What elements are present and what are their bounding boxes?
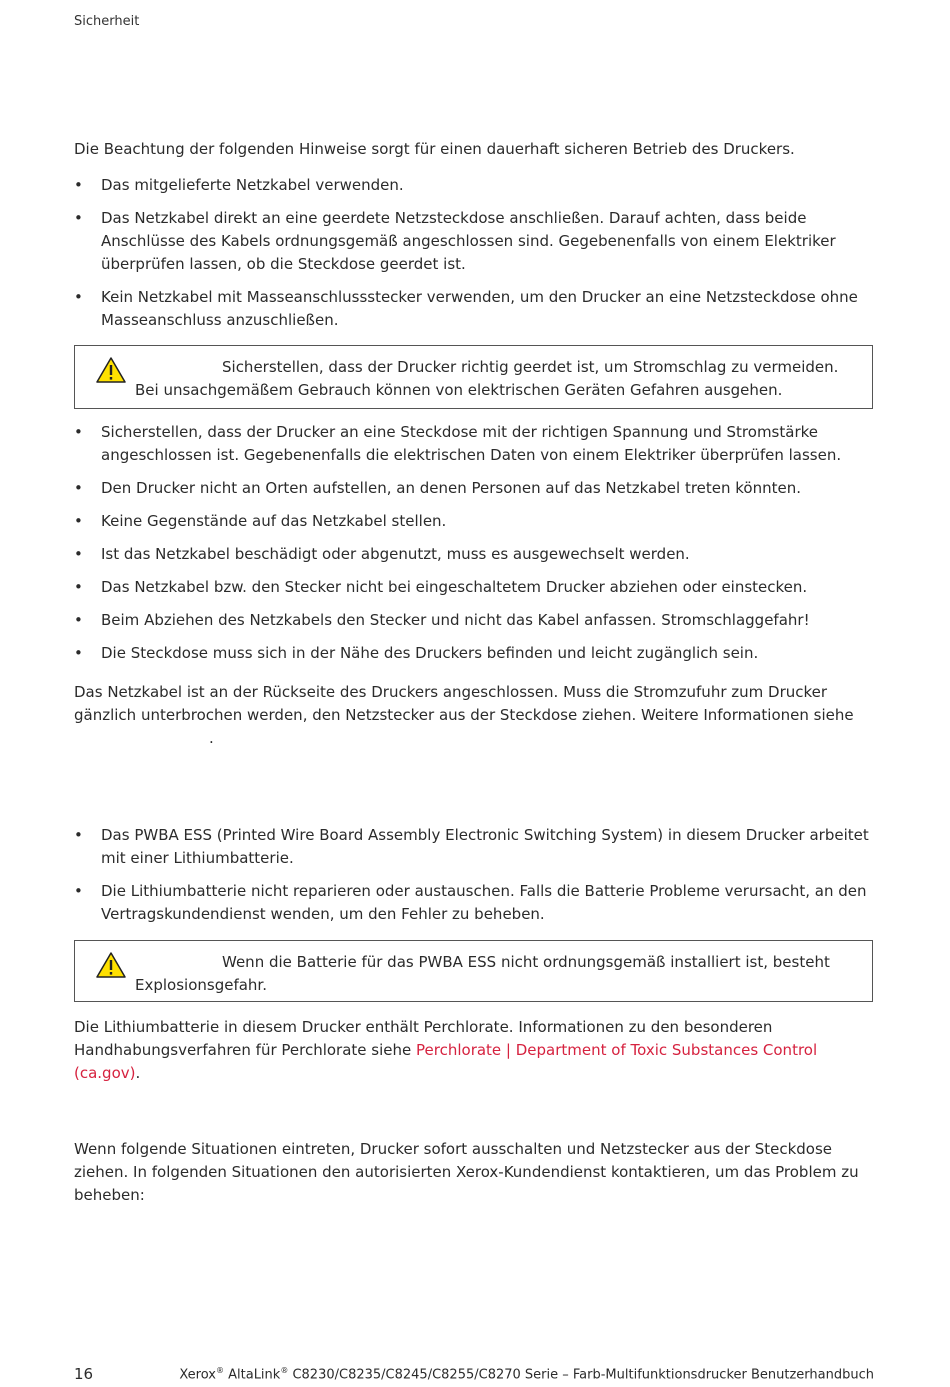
paragraph-end: . [135,1064,141,1082]
warning-triangle-icon [95,951,127,979]
emergency-paragraph: Wenn folgende Situationen eintreten, Drucker sofort ausschalten und Netzstecker aus der Steckdose ziehen. In folgenden Situationen den autorisierten Xerox-Kundendienst kontaktieren, um das Problem zu beheben: [74,1140,859,1204]
warning-triangle-icon [95,356,127,384]
power-cord-paragraph [74,681,884,750]
warning-box-grounding [74,345,873,409]
list-item: • Sicherstellen, dass der Drucker an eine Steckdose mit der richtigen Spannung und Stromstärke angeschlossen ist. Gegebenenfalls die elektrischen Daten von einem Elektriker überprüfen lassen. [74,421,884,467]
paragraph-end: . [209,729,214,747]
list-item: • Kein Netzkabel mit Masseanschlussstecker verwenden, um den Drucker an eine Netzsteckdose ohne Masseanschluss anzuschließen. [74,286,884,332]
warning-box-battery [74,940,873,1002]
perchlorate-paragraph [74,1016,884,1085]
paragraph-text: Das Netzkabel ist an der Rückseite des Druckers angeschlossen. Muss die Stromzufuhr zum Drucker gänzlich unterbrochen werden, den Netzstecker aus der Steckdose ziehen. Weitere Informationen siehe [74,683,854,724]
list-item: • Keine Gegenstände auf das Netzkabel stellen. [74,510,884,533]
list-item: • Ist das Netzkabel beschädigt oder abgenutzt, muss es ausgewechselt werden. [74,543,884,566]
footer-brand: Xerox [179,1367,216,1383]
battery-list [74,824,884,936]
perchlorate-link[interactable]: Perchlorate | Department of Toxic Substances Control (ca.gov) [74,1041,818,1082]
list-item: • Das PWBA ESS (Printed Wire Board Assembly Electronic Switching System) in diesem Drucker arbeitet mit einer Lithiumbatterie. [74,824,884,870]
list-item: • Beim Abziehen des Netzkabels den Stecker und nicht das Kabel anfassen. Stromschlaggefahr! [74,609,884,632]
power-cord-list [74,174,884,342]
footer-title [179,1366,874,1382]
list-item: • Das mitgelieferte Netzkabel verwenden. [74,174,884,197]
warning-text: Sicherstellen, dass der Drucker richtig geerdet ist, um Stromschlag zu vermeiden. Bei unsachgemäßem Gebrauch können von elektrischen Geräten Gefahren ausgehen. [135,358,839,399]
intro-paragraph: Die Beachtung der folgenden Hinweise sorgt für einen dauerhaft sicheren Betrieb des Druckers. [74,140,795,158]
footer-title-rest: C8230/C8235/C8245/C8255/C8270 Serie – Farb-Multifunktionsdrucker Benutzerhandbuch [288,1367,874,1383]
power-safety-list [74,421,884,675]
registered-mark: ® [280,1366,289,1375]
registered-mark: ® [215,1366,224,1375]
list-item: • Die Steckdose muss sich in der Nähe des Druckers befinden und leicht zugänglich sein. [74,642,884,665]
paragraph-text: Die Lithiumbatterie in diesem Drucker enthält Perchlorate. Informationen zu den besonderen Handhabungsverfahren für Perchlorate siehe [74,1018,773,1059]
page-number: 16 [74,1365,94,1383]
footer-model: AltaLink [228,1367,281,1383]
running-header: Sicherheit [74,14,140,29]
list-item: • Den Drucker nicht an Orten aufstellen, an denen Personen auf das Netzkabel treten könnten. [74,477,884,500]
list-item: • Die Lithiumbatterie nicht reparieren oder austauschen. Falls die Batterie Probleme verursacht, an den Vertragskundendienst wenden, um den Fehler zu beheben. [74,880,884,926]
list-item: • Das Netzkabel direkt an eine geerdete Netzsteckdose anschließen. Darauf achten, dass beide Anschlüsse des Kabels ordnungsgemäß angeschlossen sind. Gegebenenfalls von einem Elektriker überprüfen lassen, ob die Steckdose geerdet ist. [74,207,884,276]
warning-text: Wenn die Batterie für das PWBA ESS nicht ordnungsgemäß installiert ist, besteht Explosionsgefahr. [135,953,830,994]
list-item: • Das Netzkabel bzw. den Stecker nicht bei eingeschaltetem Drucker abziehen oder einstecken. [74,576,884,599]
